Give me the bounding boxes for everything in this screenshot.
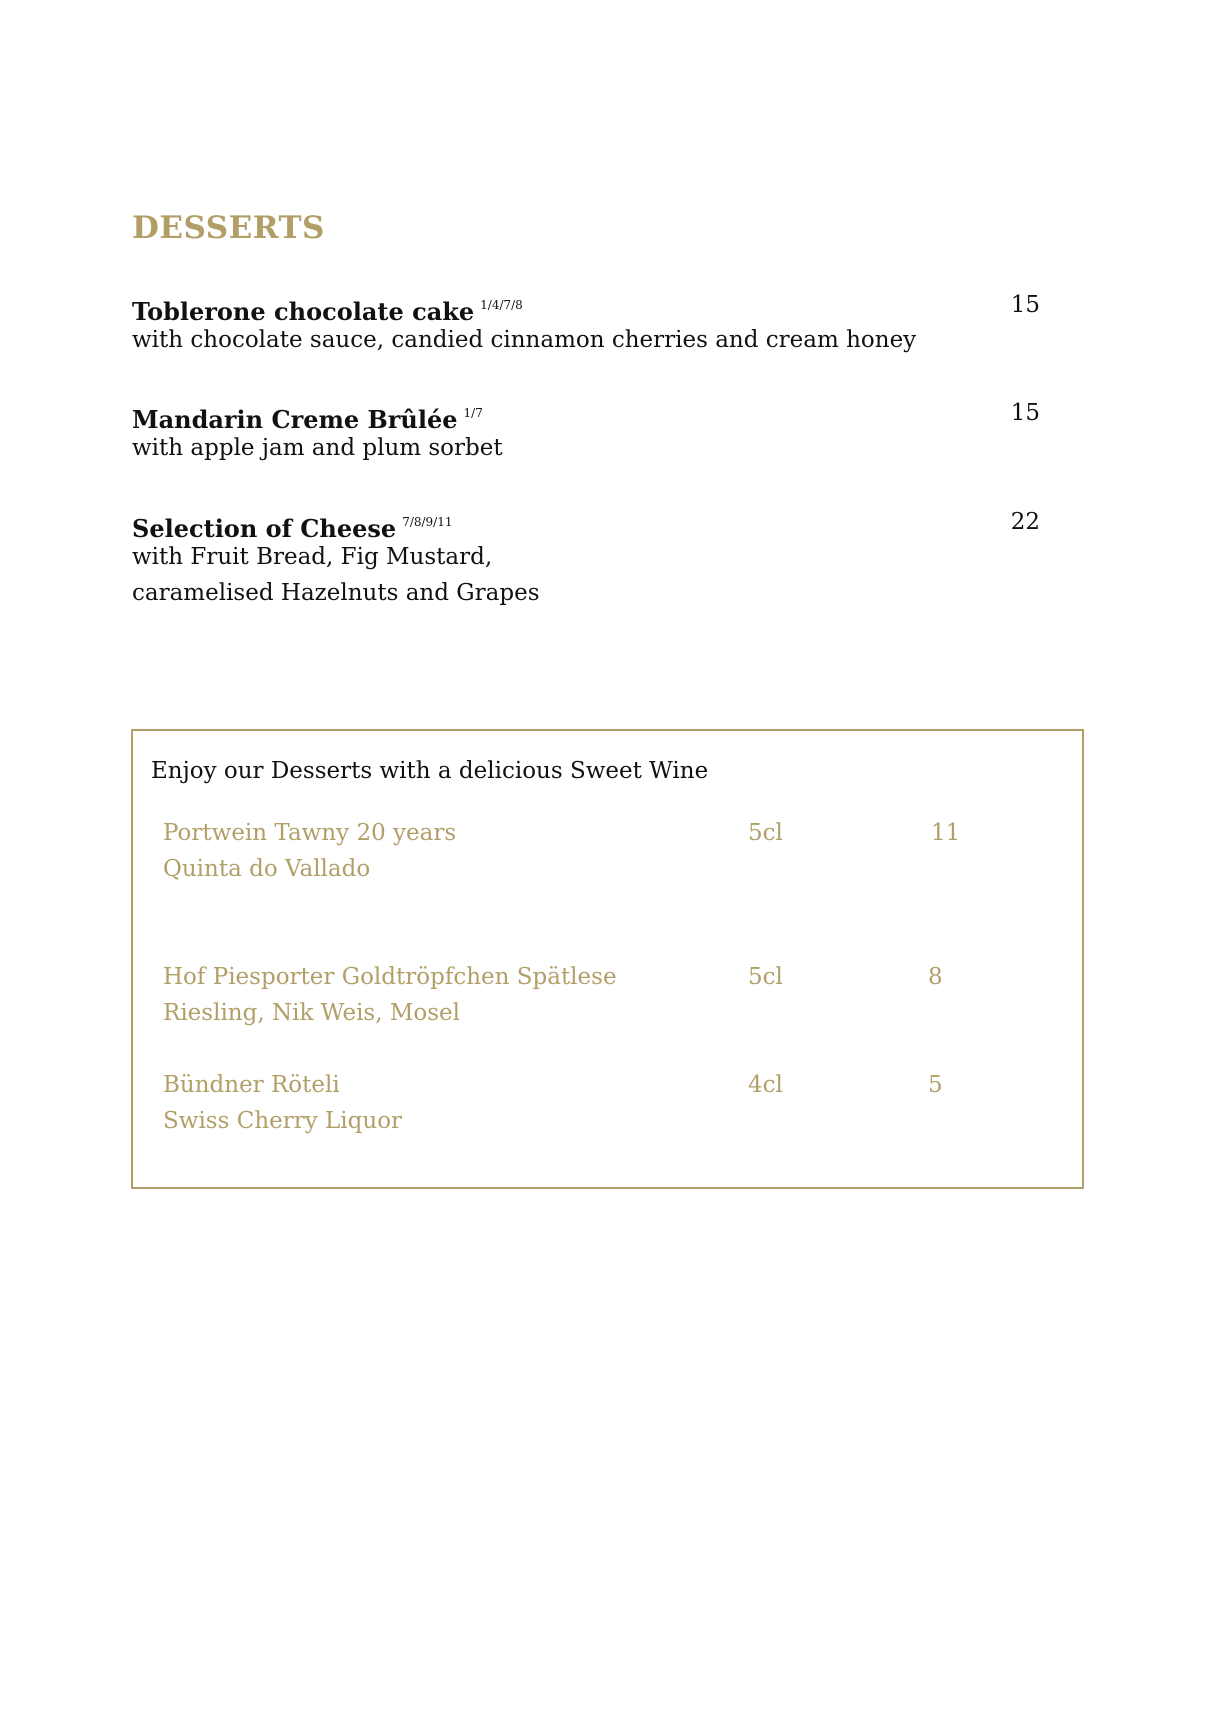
dish-header bbox=[132, 396, 1040, 434]
dish-description: with chocolate sauce, candied cinnamon cherries and cream honey bbox=[132, 327, 917, 353]
dish-allergens: 1/7 bbox=[463, 406, 483, 420]
wine-detail: Swiss Cherry Liquor bbox=[163, 1108, 403, 1134]
dish-price: 15 bbox=[1010, 292, 1040, 318]
wine-detail: Quinta do Vallado bbox=[163, 856, 371, 882]
dish-price: 15 bbox=[1010, 400, 1040, 426]
dish-item bbox=[132, 288, 1040, 358]
dish-item bbox=[132, 396, 1040, 466]
dish-header bbox=[132, 288, 1040, 326]
wine-item bbox=[163, 815, 1063, 887]
wine-volume: 4cl bbox=[748, 1072, 783, 1098]
dish-description: with Fruit Bread, Fig Mustard, bbox=[132, 544, 493, 570]
wine-name: Bündner Röteli bbox=[163, 1072, 340, 1098]
wine-pairing-box bbox=[131, 729, 1084, 1189]
dish-allergens: 1/4/7/8 bbox=[480, 298, 523, 312]
dish-name: Selection of Cheese bbox=[132, 514, 397, 543]
wine-item bbox=[163, 1067, 1063, 1139]
wine-intro: Enjoy our Desserts with a delicious Sweet Wine bbox=[151, 758, 709, 784]
wine-item bbox=[163, 959, 1063, 1031]
dish-header bbox=[132, 505, 1040, 543]
wine-price: 11 bbox=[931, 820, 961, 846]
dish-name: Toblerone chocolate cake bbox=[132, 297, 475, 326]
wine-name: Portwein Tawny 20 years bbox=[163, 820, 457, 846]
wine-detail: Riesling, Nik Weis, Mosel bbox=[163, 1000, 461, 1026]
dish-name: Mandarin Creme Brûlée bbox=[132, 405, 458, 434]
dish-allergens: 7/8/9/11 bbox=[402, 515, 453, 529]
dish-item bbox=[132, 505, 1040, 611]
wine-price: 5 bbox=[928, 1072, 943, 1098]
wine-volume: 5cl bbox=[748, 964, 783, 990]
dish-price: 22 bbox=[1010, 509, 1040, 535]
wine-name: Hof Piesporter Goldtröpfchen Spätlese bbox=[163, 964, 617, 990]
wine-volume: 5cl bbox=[748, 820, 783, 846]
dish-description: with apple jam and plum sorbet bbox=[132, 435, 503, 461]
wine-price: 8 bbox=[928, 964, 943, 990]
section-title: DESSERTS bbox=[132, 210, 325, 246]
dish-description: caramelised Hazelnuts and Grapes bbox=[132, 580, 540, 606]
